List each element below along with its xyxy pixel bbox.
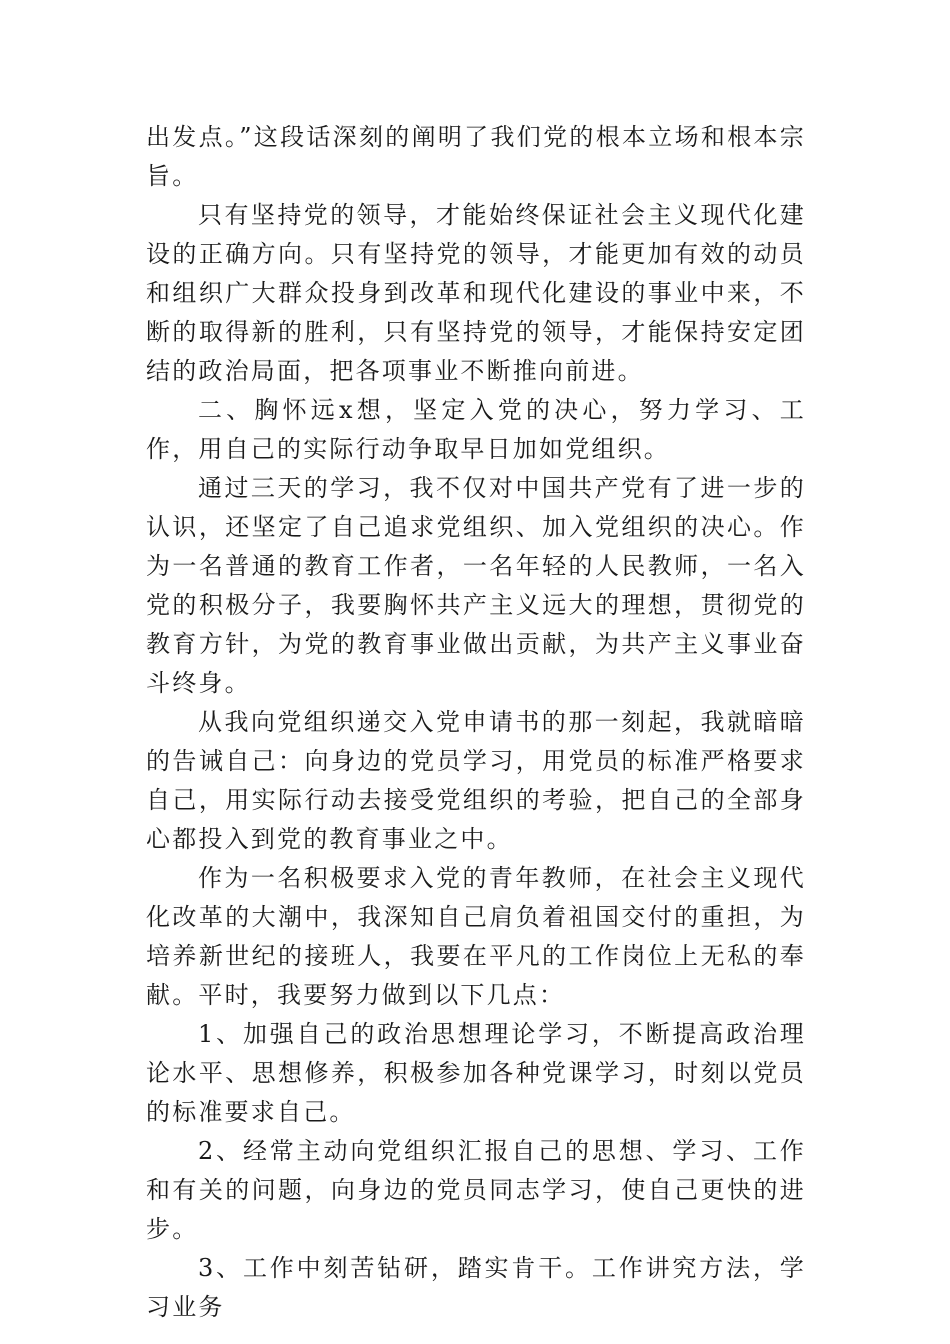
paragraph: 通过三天的学习，我不仅对中国共产党有了进一步的认识，还坚定了自己追求党组织、加入党组织的决心。作为一名普通的教育工作者，一名年轻的人民教师，一名入党的积极分子，我要胸怀共产主义远大的理想，贯彻党的教育方针，为党的教育事业做出贡献，为共产主义事业奋斗终身。 <box>146 474 806 697</box>
paragraph: 从我向党组织递交入党申请书的那一刻起，我就暗暗的告诫自己：向身边的党员学习，用党员的标准严格要求自己，用实际行动去接受党组织的考验，把自己的全部身心都投入到党的教育事业之中。 <box>146 708 806 853</box>
paragraph: 作为一名积极要求入党的青年教师，在社会主义现代化改革的大潮中，我深知自己肩负着祖国交付的重担，为培养新世纪的接班人，我要在平凡的工作岗位上无私的奉献。平时，我要努力做到以下几点： <box>146 864 806 1009</box>
document-body <box>146 118 806 1327</box>
section-heading-paragraph: 二、胸怀远x想，坚定入党的决心，努力学习、工作，用自己的实际行动争取早日加如党组织。 <box>146 396 806 463</box>
list-item-paragraph: 1、加强自己的政治思想理论学习，不断提高政治理论水平、思想修养，积极参加各种党课学习，时刻以党员的标准要求自己。 <box>146 1020 806 1126</box>
paragraph: 只有坚持党的领导，才能始终保证社会主义现代化建设的正确方向。只有坚持党的领导，才能更加有效的动员和组织广大群众投身到改革和现代化建设的事业中来，不断的取得新的胜利，只有坚持党的领导，才能保持安定团结的政治局面，把各项事业不断推向前进。 <box>146 201 806 385</box>
list-item-paragraph: 2、经常主动向党组织汇报自己的思想、学习、工作和有关的问题，向身边的党员同志学习，使自己更快的进步。 <box>146 1137 806 1243</box>
paragraph-continued: 出发点。”这段话深刻的阐明了我们党的根本立场和根本宗旨。 <box>146 123 806 190</box>
list-item-paragraph: 3、工作中刻苦钻研，踏实肯干。工作讲究方法，学习业务 <box>146 1254 806 1321</box>
